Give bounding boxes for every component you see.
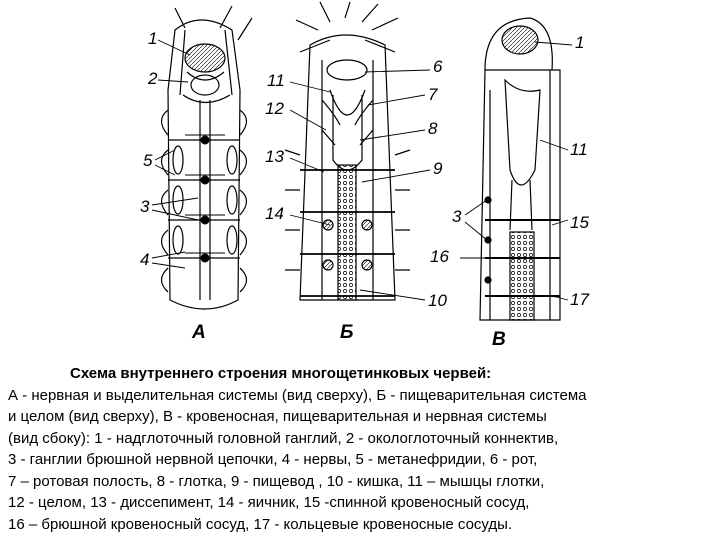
callout-c-11: 11: [570, 140, 588, 159]
caption-line: 12 - целом, 13 - диссепимент, 14 - яичник, 15 -спинной кровеносный сосуд,: [8, 494, 530, 511]
panel-label-b: Б: [340, 322, 354, 343]
callout-a-1: 1: [148, 29, 158, 48]
callout-a-5: 5: [143, 151, 153, 170]
panel-c-drawing: [460, 18, 572, 320]
callout-c-17: 17: [570, 290, 589, 309]
caption-line: А - нервная и выделительная системы (вид сверху), Б - пищеварительная система: [8, 386, 587, 404]
figure-caption: [8, 363, 714, 535]
callout-c-16: 16: [430, 247, 449, 266]
caption-line: 16 – брюшной кровеносный сосуд, 17 - кольцевые кровеносные сосуды.: [8, 515, 513, 533]
callout-b-11: 11: [267, 71, 285, 90]
callout-c-3: 3: [452, 207, 462, 226]
callout-a-2: 2: [148, 69, 158, 88]
callout-b-12: 12: [265, 99, 284, 118]
callout-a-4: 4: [140, 250, 150, 269]
callout-b-14: 14: [265, 204, 284, 223]
callout-b-13: 13: [265, 147, 284, 166]
panel-label-c: В: [492, 329, 506, 350]
callout-c-1: 1: [575, 33, 585, 52]
callout-b-9: 9: [433, 159, 443, 178]
callout-b-7: 7: [428, 85, 438, 104]
callout-b-6: 6: [433, 57, 443, 76]
caption-title: Схема внутреннего строения многощетинковых червей:: [70, 365, 492, 382]
panel-label-a: А: [192, 322, 206, 343]
caption-line: 7 – ротовая полость, 8 - глотка, 9 - пищевод , 10 - кишка, 11 – мышцы глотки,: [8, 472, 545, 490]
panel-b-drawing: [285, 2, 430, 300]
callout-a-3: 3: [140, 197, 150, 216]
callout-c-15: 15: [570, 213, 589, 232]
caption-line: (вид сбоку): 1 - надглоточный головной ганглий, 2 - окологлоточный коннектив,: [8, 429, 559, 447]
callout-b-8: 8: [428, 119, 438, 138]
callout-b-10: 10: [428, 291, 447, 310]
panel-a-drawing: [152, 6, 252, 309]
caption-line: и целом (вид сверху), В - кровеносная, пищеварительная и нервная системы: [8, 408, 547, 425]
caption-line: 3 - ганглии брюшной нервной цепочки, 4 - нервы, 5 - метанефридии, 6 - рот,: [8, 451, 538, 468]
